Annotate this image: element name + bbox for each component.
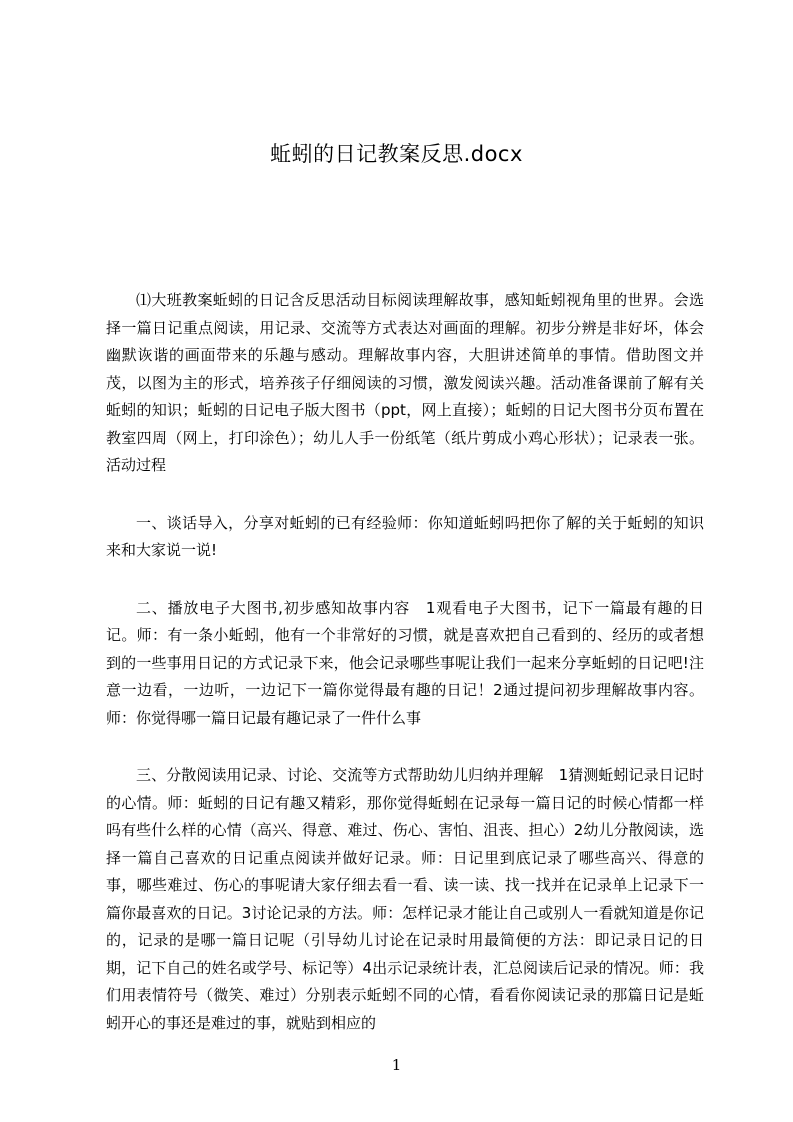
document-body (106, 287, 704, 1067)
paragraph-conversation-intro: 一、谈话导入，分享对蚯蚓的已有经验师：你知道蚯蚓吗把你了解的关于蚯蚓的知识来和大家说一说! (106, 513, 704, 559)
paragraph-activity-goals: ⑴大班教案蚯蚓的日记含反思活动目标阅读理解故事，感知蚯蚓视角里的世界。会选择一篇日记重点阅读，用记录、交流等方式表达对画面的理解。初步分辨是非好坏，体会幽默诙谐的画面带来的乐趣与感动。理解故事内容，大胆讲述简单的事情。借助图文并茂，以图为主的形式，培养孩子仔细阅读的习惯，激发阅读兴趣。活动准备课前了解有关蚯蚓的知识；蚯蚓的日记电子版大图书（ppt，网上直接）；蚯蚓的日记大图书分页布置在教室四周（网上，打印涂色）；幼儿人手一份纸笔（纸片剪成小鸡心形状）；记录表一张。活动过程 (106, 291, 704, 474)
paragraph-play-ebook: 二、播放电子大图书,初步感知故事内容 1观看电子大图书，记下一篇最有趣的日记。师：有一条小蚯蚓，他有一个非常好的习惯，就是喜欢把自己看到的、经历的或者想到的一些事用日记的方式记录下来，他会记录哪些事呢让我们一起来分享蚯蚓的日记吧!注意一边看，一边听，一边记下一篇你觉得最有趣的日记！2通过提问初步理解故事内容。师：你觉得哪一篇日记最有趣记录了一件什么事 (106, 598, 704, 727)
document-title: 蚯蚓的日记教案反思.docx (270, 142, 523, 166)
paragraph-scattered-reading: 三、分散阅读用记录、讨论、交流等方式帮助幼儿归纳并理解 1猜测蚯蚓记录日记时的心情。师：蚯蚓的日记有趣又精彩，那你觉得蚯蚓在记录每一篇日记的时候心情都一样吗有些什么样的心情（高兴、得意、难过、伤心、害怕、沮丧、担心）2幼儿分散阅读，选择一篇自己喜欢的日记重点阅读并做好记录。师：日记里到底记录了哪些高兴、得意的事，哪些难过、伤心的事呢请大家仔细去看一看、读一读、找一找并在记录单上记录下一篇你最喜欢的日记。3讨论记录的方法。师：怎样记录才能让自己或别人一看就知道是你记的，记录的是哪一篇日记呢（引导幼儿讨论在记录时用最简便的方法：即记录日记的日期，记下自己的姓名或学号、标记等）4出示记录统计表，汇总阅读后记录的情况。师：我们用表情符号（微笑、难过）分别表示蚯蚓不同的心情，看看你阅读记录的那篇日记是蚯蚓开心的事还是难过的事，就贴到相应的 (106, 766, 704, 1032)
page-number: 1 (391, 1056, 402, 1074)
